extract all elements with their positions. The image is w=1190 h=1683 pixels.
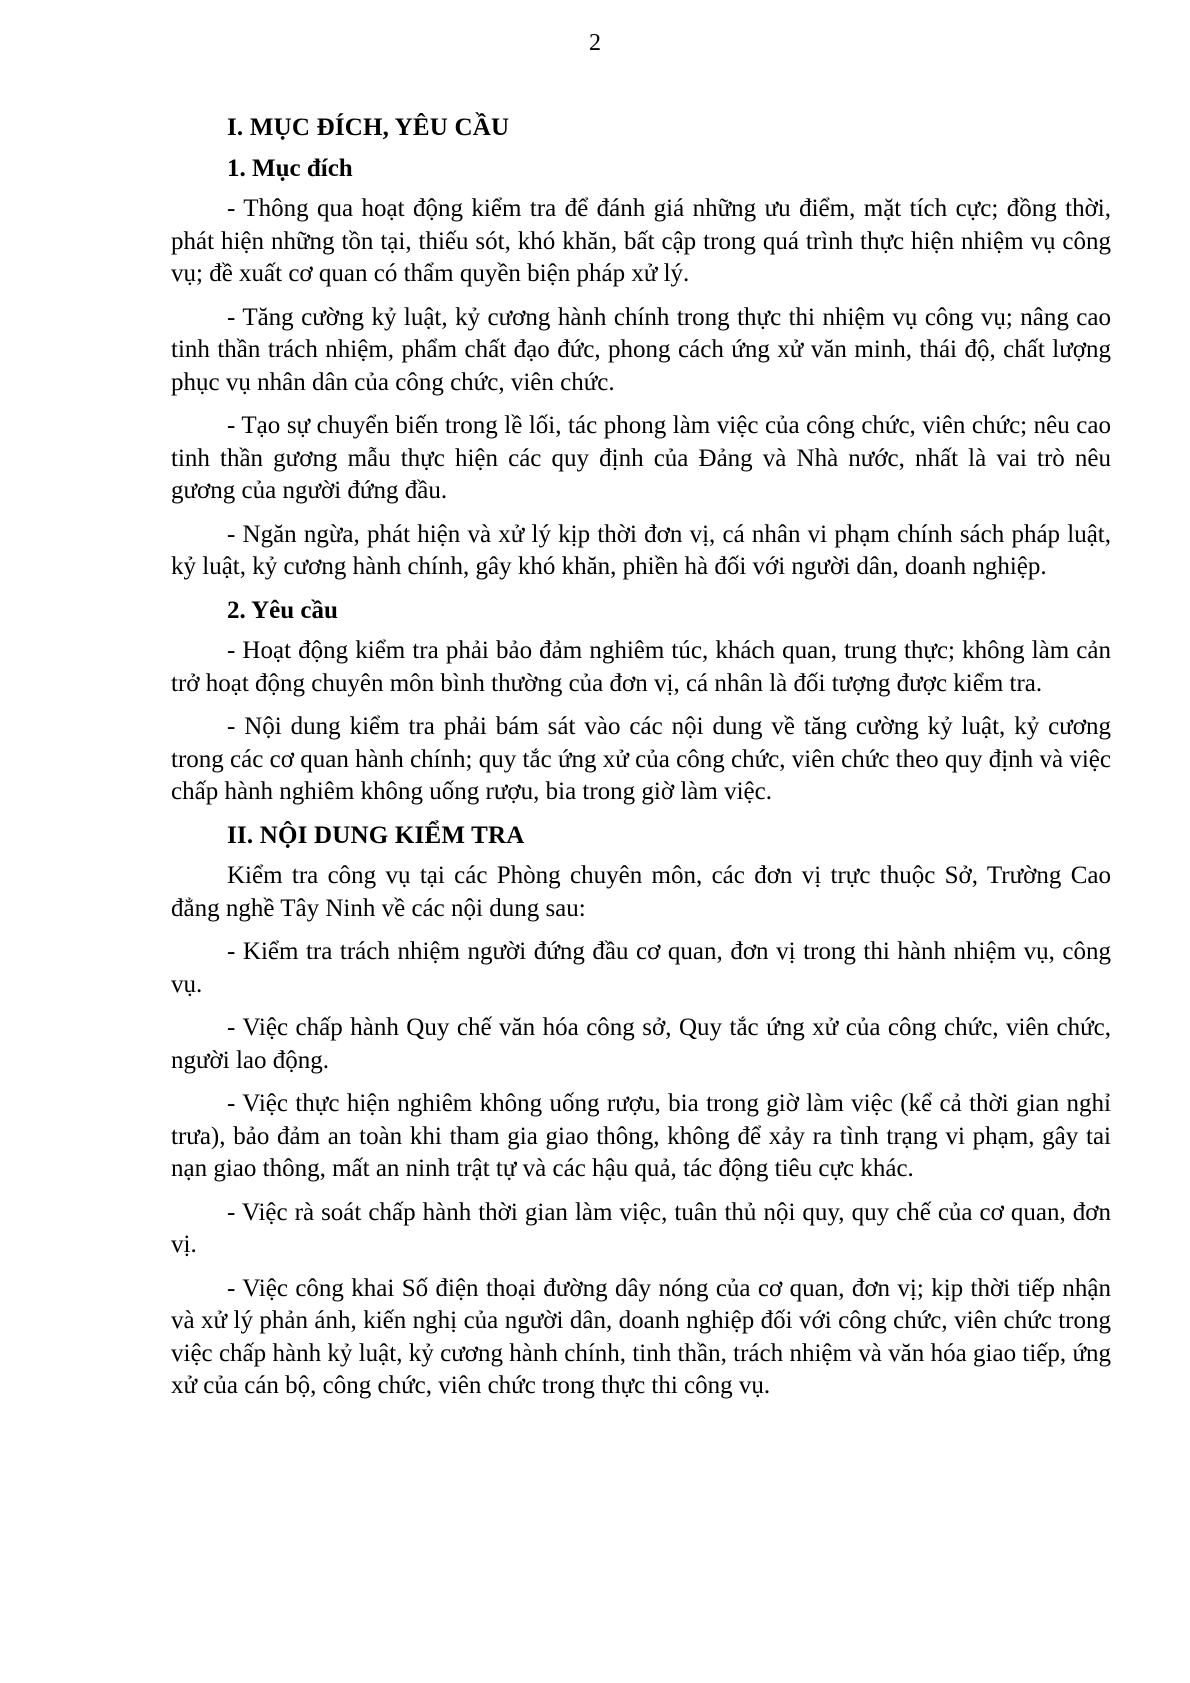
paragraph: - Việc thực hiện nghiêm không uống rượu, bia trong giờ làm việc (kể cả thời gian nghỉ trưa), bảo đảm an toàn khi tham gia giao thông, không để xảy ra tình trạng vi phạm, gây tai nạn giao thông, mất an ninh trật tự và các hậu quả, tác động tiêu cực khác.: [171, 1090, 1111, 1182]
paragraph: - Ngăn ngừa, phát hiện và xử lý kịp thời đơn vị, cá nhân vi phạm chính sách pháp luật, kỷ luật, kỷ cương hành chính, gây khó khăn, phiền hà đối với người dân, doanh nghiệp.: [171, 520, 1111, 580]
section-heading-2: II. NỘI DUNG KIỂM TRA: [227, 821, 525, 849]
paragraph: - Việc rà soát chấp hành thời gian làm việc, tuân thủ nội quy, quy chế của cơ quan, đơn vị.: [171, 1198, 1111, 1258]
paragraph: - Việc công khai Số điện thoại đường dây nóng của cơ quan, đơn vị; kịp thời tiếp nhận và xử lý phản ánh, kiến nghị của người dân, doanh nghiệp đối với công chức, viên chức trong việc chấp hành kỷ luật, kỷ cương hành chính, tinh thần, trách nhiệm và văn hóa giao tiếp, ứng xử của cán bộ, công chức, viên chức trong thực thi công vụ.: [171, 1274, 1111, 1399]
paragraph: Kiểm tra công vụ tại các Phòng chuyên môn, các đơn vị trực thuộc Sở, Trường Cao đẳng nghề Tây Ninh về các nội dung sau:: [171, 862, 1111, 922]
page-number: 2: [589, 30, 601, 56]
paragraph: - Kiểm tra trách nhiệm người đứng đầu cơ quan, đơn vị trong thi hành nhiệm vụ, công vụ.: [171, 938, 1111, 998]
paragraph: - Tạo sự chuyển biến trong lề lối, tác phong làm việc của công chức, viên chức; nêu cao tinh thần gương mẫu thực hiện các quy định của Đảng và Nhà nước, nhất là vai trò nêu gương của người đứng đầu.: [171, 412, 1111, 504]
subsection-heading-requirements: 2. Yêu cầu: [227, 596, 338, 624]
section-heading-1: I. MỤC ĐÍCH, YÊU CẦU: [227, 114, 510, 141]
subsection-heading-purpose: 1. Mục đích: [227, 154, 353, 182]
paragraph: - Tăng cường kỷ luật, kỷ cương hành chính trong thực thi nhiệm vụ công vụ; nâng cao tinh thần trách nhiệm, phẩm chất đạo đức, phong cách ứng xử văn minh, thái độ, chất lượng phục vụ nhân dân của công chức, viên chức.: [171, 303, 1111, 396]
document-body: [171, 112, 1111, 1414]
paragraph: - Việc chấp hành Quy chế văn hóa công sở, Quy tắc ứng xử của công chức, viên chức, người lao động.: [171, 1014, 1111, 1074]
paragraph: - Hoạt động kiểm tra phải bảo đảm nghiêm túc, khách quan, trung thực; không làm cản trở hoạt động chuyên môn bình thường của đơn vị, cá nhân là đối tượng được kiểm tra.: [171, 637, 1111, 697]
paragraph: - Thông qua hoạt động kiểm tra để đánh giá những ưu điểm, mặt tích cực; đồng thời, phát hiện những tồn tại, thiếu sót, khó khăn, bất cập trong quá trình thực hiện nhiệm vụ công vụ; đề xuất cơ quan có thẩm quyền biện pháp xử lý.: [171, 195, 1111, 287]
paragraph: - Nội dung kiểm tra phải bám sát vào các nội dung về tăng cường kỷ luật, kỷ cương trong các cơ quan hành chính; quy tắc ứng xử của công chức, viên chức theo quy định và việc chấp hành nghiêm không uống rượu, bia trong giờ làm việc.: [171, 713, 1111, 805]
